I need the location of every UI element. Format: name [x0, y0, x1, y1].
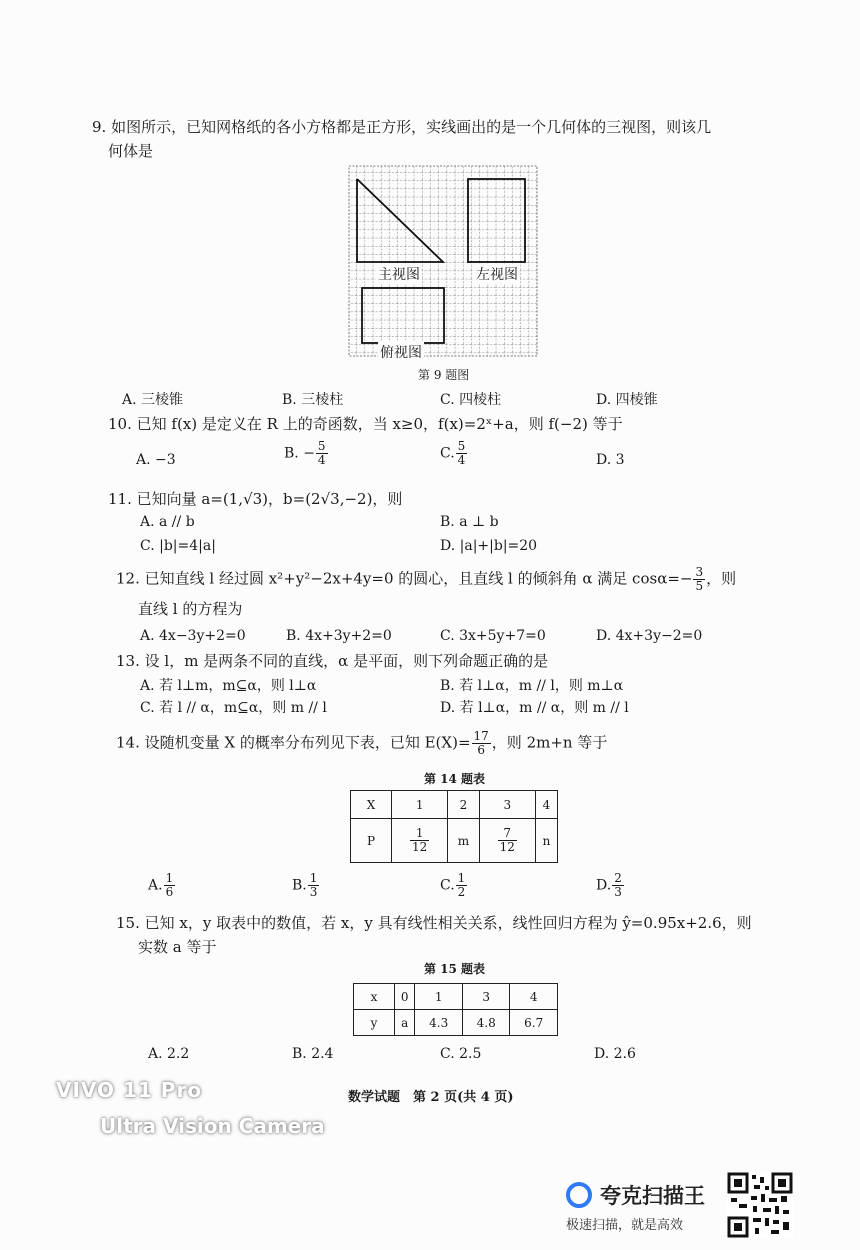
q14-fraction	[472, 730, 491, 757]
q14-cell	[479, 819, 535, 863]
q10-option-b-fraction	[316, 440, 328, 467]
q14-cell: m	[448, 819, 479, 863]
q10-option-a: A. −3	[136, 452, 176, 468]
q15-cell: a	[395, 1010, 415, 1036]
q15-table-caption: 第 15 题表	[424, 962, 486, 976]
q14-cell: 3	[479, 791, 535, 819]
scanner-logo-icon	[566, 1182, 592, 1208]
q11-option-d: D. |a|+|b|=20	[440, 538, 538, 554]
q14-option-a	[148, 872, 176, 899]
q10-option-b-num: 5	[317, 439, 326, 453]
q14-option-c-num: 1	[457, 871, 466, 885]
q14-table-row	[351, 819, 558, 863]
q9-stem-line1: 9. 如图所示，已知网格纸的各小方格都是正方形，实线画出的是一个几何体的三视图，则该几	[92, 118, 712, 136]
q14-option-c	[440, 872, 468, 899]
q15-cell: 0	[395, 984, 415, 1010]
three-view-grid-figure	[340, 164, 540, 359]
q9-option-b: B. 三棱柱	[282, 392, 344, 408]
q14-p1-fraction	[410, 827, 429, 854]
scanner-slogan: 极速扫描，就是高效	[566, 1218, 684, 1233]
q14-p3-den: 12	[499, 840, 515, 854]
page-footer: 数学试题 第 2 页(共 4 页)	[348, 1090, 514, 1105]
q9-option-a: A. 三棱锥	[122, 392, 184, 408]
q15-cell: y	[354, 1010, 395, 1036]
q15-cell: 6.7	[510, 1010, 558, 1036]
q14-p3-num: 7	[498, 827, 517, 841]
q15-option-c: C. 2.5	[440, 1046, 482, 1062]
q10-option-c	[440, 440, 468, 467]
top-view-label: 俯视图	[378, 342, 424, 362]
q13-stem: 13. 设 l，m 是两条不同的直线，α 是平面，则下列命题正确的是	[116, 652, 549, 670]
q12-option-c: C. 3x+5y+7=0	[440, 628, 546, 644]
q14-cell: n	[535, 819, 557, 863]
q14-p1-den: 12	[412, 840, 428, 854]
left-view-label: 左视图	[474, 264, 520, 284]
q10-option-b-prefix: B. −	[284, 445, 315, 462]
q14-table-row	[351, 791, 558, 819]
q12-fraction-den: 5	[695, 579, 704, 593]
q15-option-a: A. 2.2	[148, 1046, 190, 1062]
q12-stem-line1	[116, 566, 736, 593]
q15-stem-line2: 实数 a 等于	[138, 938, 217, 956]
q10-option-b	[284, 440, 329, 467]
q11-option-a: A. a // b	[140, 514, 195, 530]
q14-option-d-den: 3	[614, 885, 622, 899]
q10-option-c-den: 4	[457, 453, 466, 467]
q14-stem-before: 14. 设随机变量 X 的概率分布列见下表，已知 E(X)=	[116, 733, 471, 752]
q15-option-b: B. 2.4	[292, 1046, 334, 1062]
q14-option-b	[292, 872, 320, 899]
q14-option-a-num: 1	[165, 871, 174, 885]
q14-p1-num: 1	[410, 827, 429, 841]
q15-option-d: D. 2.6	[594, 1046, 636, 1062]
q14-option-b-den: 3	[309, 885, 318, 899]
q11-stem: 11. 已知向量 a=(1,√3)，b=(2√3,−2)，则	[108, 490, 403, 508]
q13-option-d: D. 若 l⊥α，m // α，则 m // l	[440, 700, 629, 716]
q12-stem-before: 12. 已知直线 l 经过圆 x²+y²−2x+4y=0 的圆心，且直线 l 的倾斜角 α 满足 cosα=−	[116, 569, 693, 588]
q9-stem-line2: 何体是	[108, 142, 154, 160]
q14-option-b-prefix: B.	[292, 877, 307, 894]
q14-cell: P	[351, 819, 392, 863]
q10-option-b-den: 4	[317, 453, 326, 467]
q14-stem	[116, 730, 607, 757]
q12-stem-after: ，则	[706, 569, 737, 588]
q9-figure	[340, 164, 540, 359]
q13-option-b: B. 若 l⊥α，m // l，则 m⊥α	[440, 678, 624, 694]
q14-option-d-prefix: D.	[596, 877, 612, 894]
q12-option-b: B. 4x+3y+2=0	[286, 628, 392, 644]
q14-cell: 2	[448, 791, 479, 819]
q15-cell: 3	[462, 984, 510, 1010]
q13-option-a: A. 若 l⊥m，m⊆α，则 l⊥α	[140, 678, 317, 694]
q14-option-b-fraction	[308, 872, 320, 899]
q14-p3-fraction	[498, 827, 517, 854]
q14-cell: X	[351, 791, 392, 819]
q10-option-c-num: 5	[457, 439, 466, 453]
q15-cell: 4.3	[415, 1010, 463, 1036]
q10-option-c-prefix: C.	[440, 445, 455, 462]
q14-fraction-num: 17	[473, 729, 489, 743]
q14-option-d-num: 2	[614, 871, 622, 885]
q14-cell: 1	[392, 791, 448, 819]
q14-option-a-den: 6	[165, 885, 174, 899]
q10-stem: 10. 已知 f(x) 是定义在 R 上的奇函数，当 x≥0，f(x)=2ˣ+a，则 f(−2) 等于	[108, 415, 623, 433]
q14-option-d	[596, 872, 625, 899]
q14-table-caption: 第 14 题表	[424, 772, 486, 786]
q12-fraction	[693, 566, 705, 593]
front-view-label: 主视图	[376, 264, 422, 284]
q12-option-d: D. 4x+3y−2=0	[596, 628, 703, 644]
q14-option-b-num: 1	[309, 871, 318, 885]
q12-stem-line2: 直线 l 的方程为	[138, 600, 243, 618]
q15-table-row	[354, 1010, 558, 1036]
q13-option-c: C. 若 l // α，m⊆α，则 m // l	[140, 700, 327, 716]
qr-code-icon	[727, 1172, 793, 1238]
q14-option-c-den: 2	[457, 885, 466, 899]
q15-table	[353, 983, 558, 1036]
q10-option-d: D. 3	[596, 452, 625, 468]
q9-option-c: C. 四棱柱	[440, 392, 502, 408]
q15-cell: x	[354, 984, 395, 1010]
q15-table-row	[354, 984, 558, 1010]
q15-stem-line1: 15. 已知 x，y 取表中的数值，若 x，y 具有线性相关关系，线性回归方程为 ŷ=0.95x+2.6，则	[116, 914, 752, 932]
q14-option-c-fraction	[456, 872, 468, 899]
q12-fraction-num: 3	[695, 565, 704, 579]
scanner-brand: 夸克扫描王	[600, 1184, 705, 1208]
q12-option-a: A. 4x−3y+2=0	[140, 628, 246, 644]
q15-cell: 1	[415, 984, 463, 1010]
q14-stem-after: ，则 2m+n 等于	[491, 733, 608, 752]
q14-cell	[392, 819, 448, 863]
q14-table	[350, 790, 558, 863]
camera-watermark-tagline: Ultra Vision Camera	[100, 1114, 325, 1138]
camera-watermark-model: VIVO 11 Pro	[56, 1078, 203, 1102]
q11-option-b: B. a ⊥ b	[440, 514, 499, 530]
q15-cell: 4.8	[462, 1010, 510, 1036]
q14-option-a-prefix: A.	[148, 877, 163, 894]
q14-option-c-prefix: C.	[440, 877, 455, 894]
q9-figure-caption: 第 9 题图	[418, 368, 470, 382]
q10-option-c-fraction	[456, 440, 468, 467]
q14-option-a-fraction	[164, 872, 176, 899]
q9-option-d: D. 四棱锥	[596, 392, 658, 408]
q14-cell: 4	[535, 791, 557, 819]
q15-cell: 4	[510, 984, 558, 1010]
q11-option-c: C. |b|=4|a|	[140, 538, 216, 554]
q14-fraction-den: 6	[477, 743, 485, 757]
q14-option-d-fraction	[612, 872, 624, 899]
